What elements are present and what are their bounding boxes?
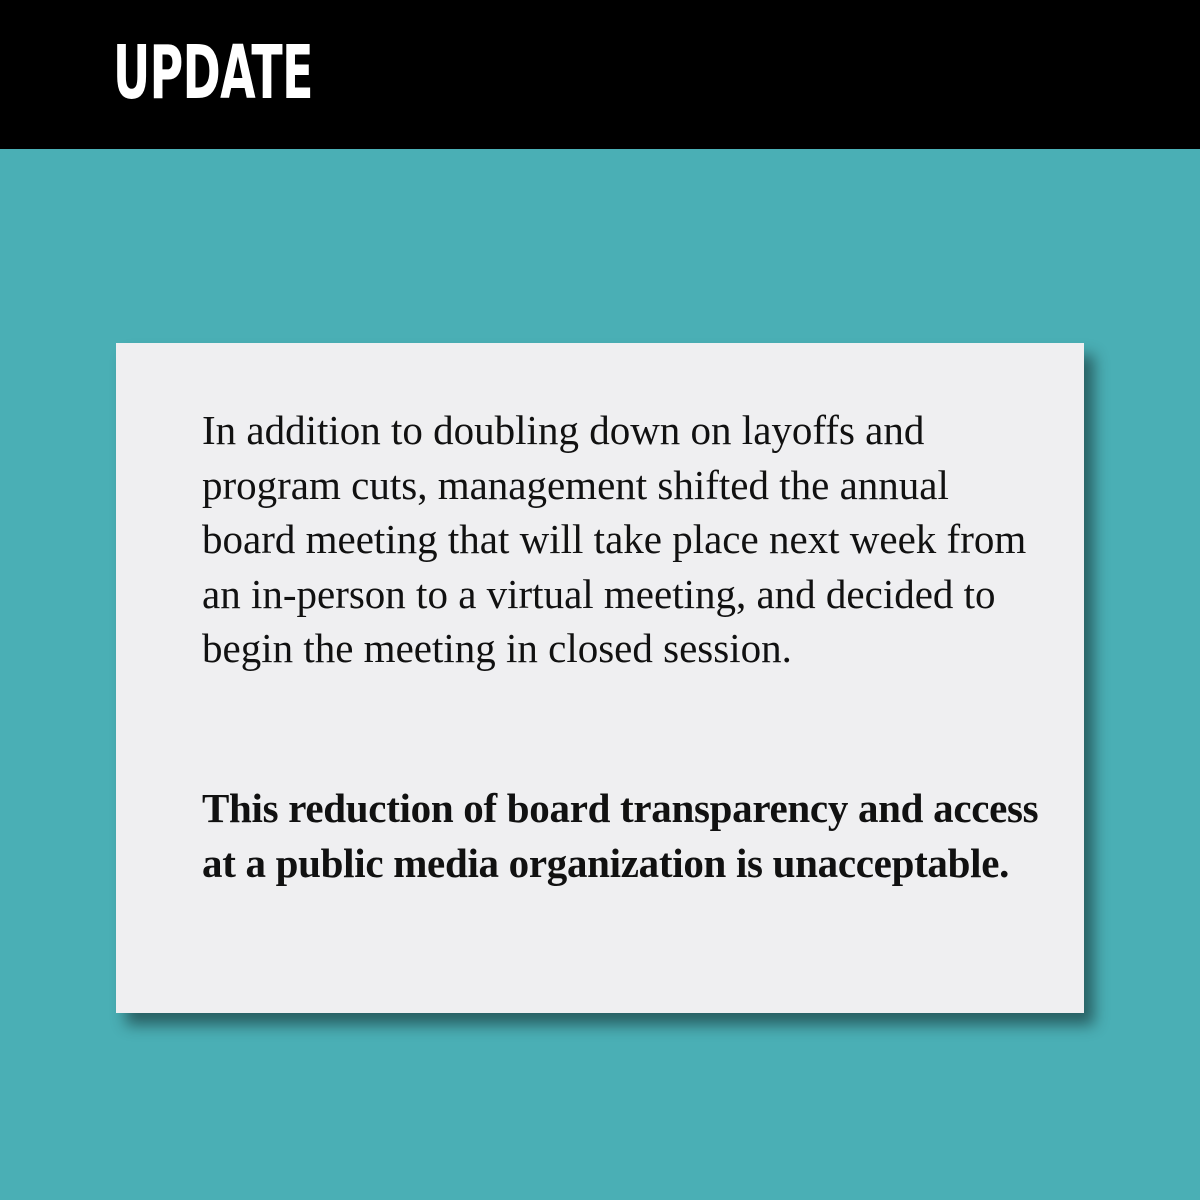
page-title: UPDATE <box>113 30 313 116</box>
header-bar <box>0 0 1200 149</box>
update-emphasis-text: This reduction of board transparency and access at a public media organization is unacceptable. <box>202 785 1039 886</box>
update-card <box>116 343 1084 1013</box>
update-body-text: In addition to doubling down on layoffs and program cuts, management shifted the annual board meeting that will take place next week from an in-person to a virtual meeting, and decided to begin the meeting in closed session. <box>202 407 1027 671</box>
